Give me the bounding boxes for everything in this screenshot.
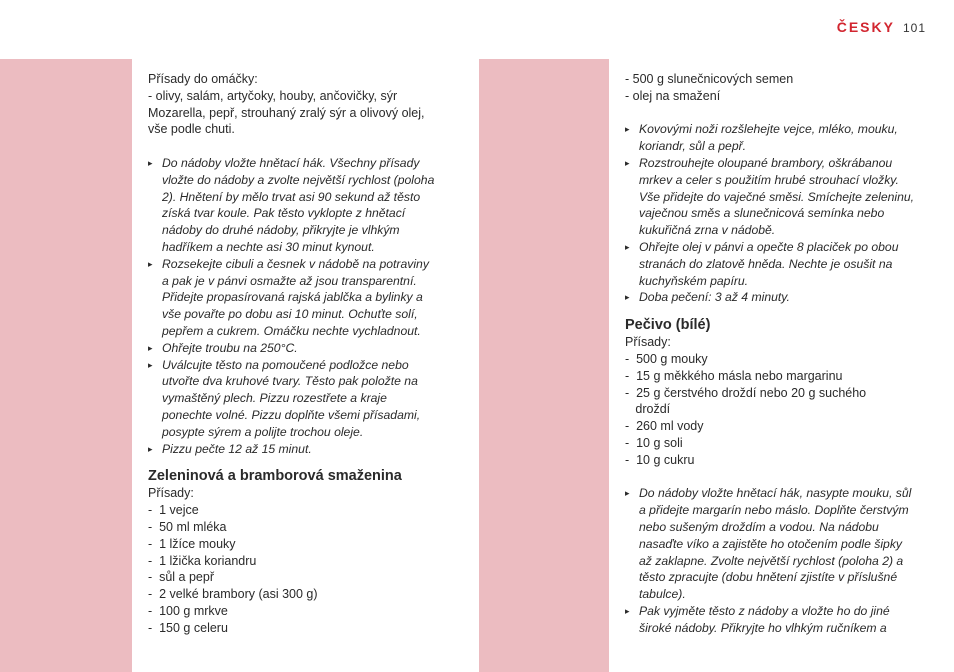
vegetable-ingredients [148, 485, 453, 636]
bullet-arrow-icon: ▸ [148, 443, 153, 454]
ingredient-line: - 100 g mrkve [148, 603, 228, 618]
step-line: nádoby do druhé nádoby, přikryjte je vlhkým [162, 223, 400, 238]
step-line: široké nádoby. Přikryjte ho vlhkým ručníkem a [639, 620, 887, 635]
instruction-step [625, 485, 930, 603]
ingredient-line: - 10 g cukru [625, 452, 695, 467]
language-label: ČESKY [836, 19, 895, 35]
step-line: Vše přidejte do vaječné směsi. Smíchejte zeleninu, [639, 189, 915, 204]
instruction-step [148, 256, 453, 340]
sauce-ingredients [148, 71, 453, 138]
step-line: Doba pečení: 3 až 4 minuty. [639, 290, 790, 305]
step-line: vaječnou směs a slunečnicová semínka nebo [639, 206, 885, 221]
step-line: Kovovými noži rozšlehejte vejce, mléko, mouku, [639, 122, 898, 137]
ingredient-line: droždí [625, 402, 671, 417]
step-line: až zaklapne. Zvolte největší rychlost (poloha 2) a [639, 553, 904, 568]
bullet-arrow-icon: ▸ [625, 124, 630, 135]
step-line: koriandr, sůl a pepř. [639, 139, 747, 154]
bullet-arrow-icon: ▸ [148, 157, 153, 168]
step-line: Uválcujte těsto na pomoučené podložce nebo [162, 357, 409, 372]
bullet-arrow-icon: ▸ [625, 292, 630, 303]
bullet-arrow-icon: ▸ [625, 157, 630, 168]
ingredient-line: - sůl a pepř [148, 570, 215, 585]
step-line: Pizzu pečte 12 až 15 minut. [162, 441, 312, 456]
step-line: Přidejte propasírovaná rajská jablčka a bylinky a [162, 290, 423, 305]
instruction-step [148, 441, 453, 458]
step-line: vymaštěný plech. Pizzu rozestřete a kraje [162, 391, 387, 406]
step-line: ponechte volné. Pizzu doplňte všemi přísadami, [162, 407, 421, 422]
step-line: mrkev a celer s použitím hrubé strouhací vložky. [639, 172, 899, 187]
step-line: pepřem a cukrem. Omáčku nechte vychladnout. [162, 323, 421, 338]
step-line: Ohřejte troubu na 250°C. [162, 340, 298, 355]
text-line: vše podle chuti. [148, 122, 235, 137]
step-line: Pak vyjměte těsto z nádoby a vložte ho do jiné [639, 603, 890, 618]
instruction-step [625, 121, 930, 155]
left-column [148, 71, 453, 637]
step-line: Rozsekejte cibuli a česnek v nádobě na potraviny [162, 256, 429, 271]
instruction-step [148, 357, 453, 441]
step-line: získá tvar koule. Pak těsto vyklopte z hnětací [162, 206, 406, 221]
bullet-arrow-icon: ▸ [148, 342, 153, 353]
page-number: 101 [902, 21, 926, 35]
instruction-step [625, 603, 930, 637]
bread-ingredients [625, 334, 930, 468]
left-margin-bar [0, 59, 132, 672]
instruction-step [625, 155, 930, 239]
instruction-step [625, 289, 930, 306]
bullet-arrow-icon: ▸ [625, 241, 630, 252]
step-line: Do nádoby vložte hnětací hák. Všechny přísady [162, 155, 420, 170]
step-line: posypte sýrem a polijte trochou oleje. [162, 424, 364, 439]
text-line: - olivy, salám, artyčoky, houby, ančovičky, sýr [148, 88, 398, 103]
instruction-step [148, 155, 453, 256]
step-line: Ohřejte olej v pánvi a opečte 8 placiček po obou [639, 239, 899, 254]
section-title: Zeleninová a bramborová smaženina [148, 468, 402, 485]
step-line: a přidejte margarín nebo máslo. Doplňte čerstvým [639, 503, 909, 518]
right-column [625, 71, 930, 637]
ingredient-line: - 150 g celeru [148, 620, 228, 635]
ingredient-line: - 25 g čerstvého droždí nebo 20 g suchého [625, 385, 867, 400]
bullet-arrow-icon: ▸ [148, 258, 153, 269]
step-line: 2). Hnětení by mělo trvat asi 90 sekund až těsto [162, 189, 421, 204]
step-line: tabulce). [639, 587, 686, 602]
ingredient-line: - 1 lžička koriandru [148, 553, 257, 568]
step-line: kuchyňském papíru. [639, 273, 749, 288]
ingredient-line: - 10 g soli [625, 435, 683, 450]
step-line: vše povařte po dobu asi 10 minut. Ochuťte solí, [162, 307, 418, 322]
step-line: kukuřičná zrna v nádobě. [639, 223, 776, 238]
instruction-step [148, 340, 453, 357]
ingredient-line: - 1 vejce [148, 503, 199, 518]
bullet-arrow-icon: ▸ [625, 488, 630, 499]
step-line: stranách do zlatově hněda. Nechte je osušit na [639, 256, 893, 271]
bread-steps [625, 485, 930, 636]
step-line: nasaďte víko a zajistěte ho otočením podle šipky [639, 536, 903, 551]
vegetable-ingredients-cont [625, 71, 930, 105]
text-line: Mozarella, pepř, strouhaný zralý sýr a olivový olej, [148, 105, 425, 120]
step-line: těsto zpracujte (dobu hnětení zjistíte v příslušné [639, 570, 898, 585]
instruction-step [625, 239, 930, 289]
step-line: a pak je v pánvi osmažte až jsou transparentní. [162, 273, 417, 288]
pizza-steps [148, 155, 453, 457]
ingredient-line: - 50 ml mléka [148, 519, 227, 534]
step-line: utvořte dva kruhové tvary. Těsto pak položte na [162, 374, 418, 389]
step-line: hadříkem a nechte asi 30 minut kynout. [162, 239, 375, 254]
step-line: Do nádoby vložte hnětací hák, nasypte mouku, sůl [639, 486, 912, 501]
section-title: Pečivo (bílé) [625, 317, 711, 334]
fritter-steps [625, 121, 930, 306]
ingredient-line: - 2 velké brambory (asi 300 g) [148, 587, 318, 602]
text-line: - 500 g slunečnicových semen [625, 72, 794, 86]
right-margin-bar [479, 59, 609, 672]
text-line: Přísady do omáčky: [148, 72, 258, 86]
ingredient-line: - 15 g měkkého másla nebo margarinu [625, 368, 843, 383]
ingredient-line: Přísady: [148, 486, 194, 501]
ingredient-line: - 1 lžíce mouky [148, 536, 236, 551]
step-line: Rozstrouhejte oloupané brambory, oškrábanou [639, 155, 893, 170]
text-line: - olej na smažení [625, 88, 721, 103]
step-line: nebo sušeným droždím a vodou. Na nádobu [639, 519, 879, 534]
page-header [837, 19, 926, 35]
ingredient-line: - 500 g mouky [625, 351, 708, 366]
ingredient-line: Přísady: [625, 335, 671, 350]
bullet-arrow-icon: ▸ [148, 359, 153, 370]
ingredient-line: - 260 ml vody [625, 419, 704, 434]
step-line: vložte do nádoby a zvolte největší rychlost (poloha [162, 172, 435, 187]
bullet-arrow-icon: ▸ [625, 605, 630, 616]
